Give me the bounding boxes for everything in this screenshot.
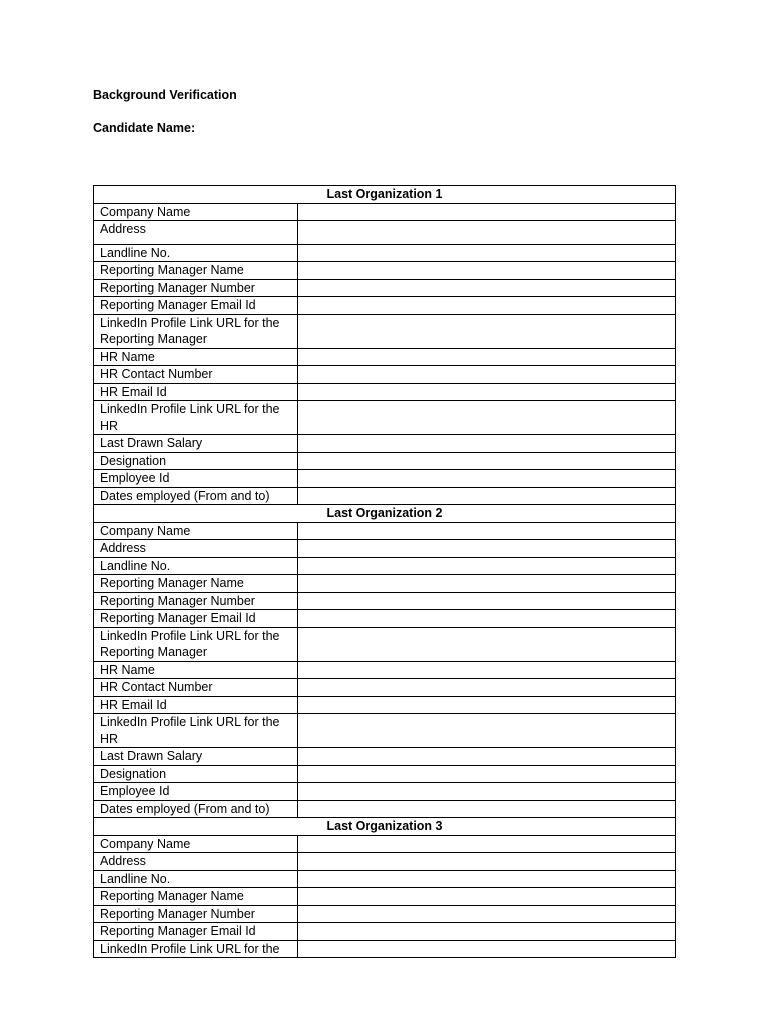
table-row (94, 923, 676, 941)
field-value-cell[interactable] (298, 221, 676, 245)
field-value-cell[interactable] (298, 348, 676, 366)
table-row (94, 888, 676, 906)
field-label: Last Drawn Salary (94, 435, 298, 453)
field-value-cell[interactable] (298, 783, 676, 801)
field-label: Reporting Manager Number (94, 279, 298, 297)
field-label: HR Email Id (94, 696, 298, 714)
table-row (94, 835, 676, 853)
field-label: Company Name (94, 522, 298, 540)
field-value-cell[interactable] (298, 435, 676, 453)
table-row (94, 610, 676, 628)
field-label: Reporting Manager Name (94, 888, 298, 906)
field-label: Designation (94, 765, 298, 783)
table-row (94, 348, 676, 366)
field-value-cell[interactable] (298, 748, 676, 766)
field-value-cell[interactable] (298, 765, 676, 783)
field-label: Company Name (94, 835, 298, 853)
verification-table (93, 185, 676, 958)
section-heading: Last Organization 3 (94, 818, 676, 836)
table-row (94, 279, 676, 297)
field-value-cell[interactable] (298, 557, 676, 575)
field-label: LinkedIn Profile Link URL for the Reporting Manager (94, 314, 298, 348)
field-value-cell[interactable] (298, 870, 676, 888)
field-value-cell[interactable] (298, 522, 676, 540)
table-row (94, 203, 676, 221)
field-value-cell[interactable] (298, 314, 676, 348)
field-label: Company Name (94, 203, 298, 221)
field-label: Reporting Manager Email Id (94, 610, 298, 628)
table-row (94, 262, 676, 280)
field-label: HR Name (94, 348, 298, 366)
table-row (94, 696, 676, 714)
table-row (94, 244, 676, 262)
table-row (94, 314, 676, 348)
field-value-cell[interactable] (298, 575, 676, 593)
table-row (94, 383, 676, 401)
field-label: HR Email Id (94, 383, 298, 401)
field-value-cell[interactable] (298, 627, 676, 661)
field-label: Reporting Manager Number (94, 905, 298, 923)
field-label: Address (94, 540, 298, 558)
table-row (94, 853, 676, 871)
field-value-cell[interactable] (298, 923, 676, 941)
field-label: Address (94, 221, 298, 245)
field-label: Landline No. (94, 870, 298, 888)
table-row (94, 221, 676, 245)
field-label: Reporting Manager Name (94, 262, 298, 280)
table-row (94, 714, 676, 748)
table-row (94, 783, 676, 801)
field-label: Employee Id (94, 783, 298, 801)
table-row (94, 870, 676, 888)
field-value-cell[interactable] (298, 679, 676, 697)
table-row (94, 905, 676, 923)
table-row (94, 435, 676, 453)
table-row (94, 575, 676, 593)
field-label: Last Drawn Salary (94, 748, 298, 766)
field-label: LinkedIn Profile Link URL for the HR (94, 714, 298, 748)
table-row (94, 748, 676, 766)
field-value-cell[interactable] (298, 940, 676, 958)
table-row (94, 487, 676, 505)
field-value-cell[interactable] (298, 888, 676, 906)
table-row (94, 940, 676, 958)
field-label: Designation (94, 452, 298, 470)
field-value-cell[interactable] (298, 366, 676, 384)
table-row (94, 401, 676, 435)
field-label: Reporting Manager Email Id (94, 297, 298, 315)
field-label: Landline No. (94, 557, 298, 575)
verification-table-body (94, 186, 676, 958)
field-value-cell[interactable] (298, 592, 676, 610)
field-value-cell[interactable] (298, 452, 676, 470)
table-row (94, 470, 676, 488)
field-label: LinkedIn Profile Link URL for the (94, 940, 298, 958)
section-header-row (94, 505, 676, 523)
table-row (94, 522, 676, 540)
field-label: Reporting Manager Name (94, 575, 298, 593)
section-heading: Last Organization 1 (94, 186, 676, 204)
table-row (94, 366, 676, 384)
table-row (94, 592, 676, 610)
field-value-cell[interactable] (298, 905, 676, 923)
field-value-cell[interactable] (298, 297, 676, 315)
table-row (94, 297, 676, 315)
field-value-cell[interactable] (298, 835, 676, 853)
field-label: LinkedIn Profile Link URL for the Reporting Manager (94, 627, 298, 661)
section-header-row (94, 818, 676, 836)
field-label: Reporting Manager Email Id (94, 923, 298, 941)
field-label: Dates employed (From and to) (94, 800, 298, 818)
table-row (94, 452, 676, 470)
field-value-cell[interactable] (298, 279, 676, 297)
field-value-cell[interactable] (298, 401, 676, 435)
field-value-cell[interactable] (298, 800, 676, 818)
table-row (94, 679, 676, 697)
field-value-cell[interactable] (298, 383, 676, 401)
table-row (94, 627, 676, 661)
table-row (94, 800, 676, 818)
field-value-cell[interactable] (298, 714, 676, 748)
field-label: LinkedIn Profile Link URL for the HR (94, 401, 298, 435)
field-value-cell[interactable] (298, 540, 676, 558)
field-value-cell[interactable] (298, 244, 676, 262)
field-value-cell[interactable] (298, 262, 676, 280)
field-value-cell[interactable] (298, 696, 676, 714)
section-heading: Last Organization 2 (94, 505, 676, 523)
field-label: HR Contact Number (94, 366, 298, 384)
section-header-row (94, 186, 676, 204)
field-label: Employee Id (94, 470, 298, 488)
field-value-cell[interactable] (298, 610, 676, 628)
field-label: Reporting Manager Number (94, 592, 298, 610)
field-label: Dates employed (From and to) (94, 487, 298, 505)
field-label: Address (94, 853, 298, 871)
field-label: Landline No. (94, 244, 298, 262)
document-title: Background Verification (93, 88, 237, 102)
field-value-cell[interactable] (298, 853, 676, 871)
field-value-cell[interactable] (298, 203, 676, 221)
table-row (94, 765, 676, 783)
field-value-cell[interactable] (298, 470, 676, 488)
field-label: HR Name (94, 661, 298, 679)
field-label: HR Contact Number (94, 679, 298, 697)
field-value-cell[interactable] (298, 661, 676, 679)
table-row (94, 557, 676, 575)
field-value-cell[interactable] (298, 487, 676, 505)
table-row (94, 540, 676, 558)
candidate-name-label: Candidate Name: (93, 121, 196, 135)
table-row (94, 661, 676, 679)
